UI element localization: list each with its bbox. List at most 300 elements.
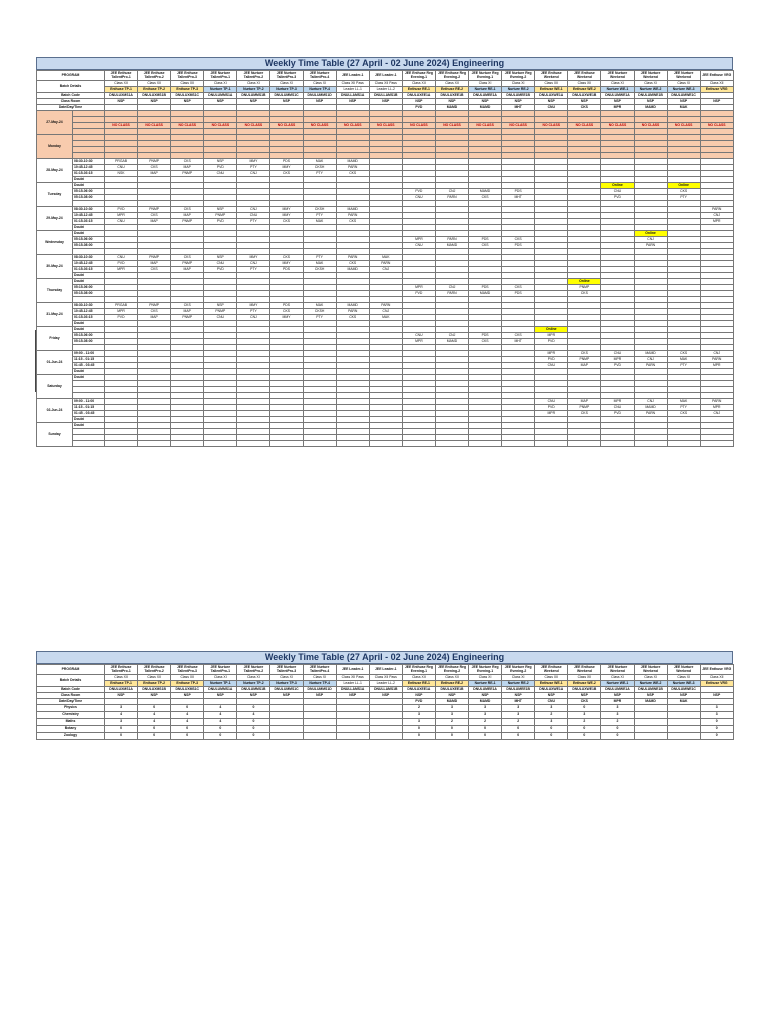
time-slot-cell: 05:15-08:00 (73, 291, 105, 297)
teacher-cell: CKS (336, 171, 369, 177)
class-cell: Class XI (303, 675, 336, 681)
empty-cell (303, 441, 336, 447)
program-cell: JEE Enthuse Reg Evening-1 (402, 665, 435, 675)
teacher-cell: CNU (601, 405, 634, 411)
teacher-cell: CNJ (634, 237, 667, 243)
time-slot-cell: Doubt (73, 177, 105, 183)
teacher-cell: PNMP (568, 285, 601, 291)
program-cell: JEE Nurture Weekend (634, 665, 667, 675)
batch-code-cell: DNULUXWE1B (568, 687, 601, 693)
teacher-cell: PARN (369, 261, 402, 267)
teacher-cell: PARN (634, 363, 667, 369)
class-room-cell: NSP (568, 693, 601, 699)
teacher-cell: MAMD (634, 405, 667, 411)
class-cell: Class XII (402, 675, 435, 681)
teacher-cell: CNU (204, 171, 237, 177)
day-name-cell: Saturday (37, 375, 73, 399)
summary-count-cell (667, 705, 700, 712)
teacher-cell: PVD (402, 291, 435, 297)
date-cell: 27-May-24 (37, 111, 73, 135)
summary-count-cell (336, 719, 369, 726)
batch-code-cell: DNULUXWE1A (535, 687, 568, 693)
teacher-cell: CNU (105, 219, 138, 225)
time-slot-cell: 05:15-08:00 (73, 243, 105, 249)
class-cell: Class XII (535, 81, 568, 87)
time-slot-cell: Doubt (73, 327, 105, 333)
teacher-cell: MHT (502, 195, 535, 201)
no-class-cell: NO CLASS (435, 123, 468, 129)
class-cell: Class XI (270, 81, 303, 87)
summary-count-cell: 2 (601, 719, 634, 726)
class-cell: Class XII (171, 675, 204, 681)
class-cell: Class XI (237, 675, 270, 681)
faculty-cell: MAMD (634, 105, 667, 111)
class-room-cell: NSP (502, 693, 535, 699)
no-class-cell: NO CLASS (204, 123, 237, 129)
teacher-cell: CNU (204, 315, 237, 321)
teacher-cell: CKSH (303, 207, 336, 213)
program-cell: JEE Nurture TallentPro-3 (270, 665, 303, 675)
program-row (37, 71, 734, 81)
batch-code-cell: DNULUMMS1C (270, 93, 303, 99)
summary-count-cell: 3 (402, 719, 435, 726)
teacher-cell: CNU (535, 363, 568, 369)
summary-count-cell: 0 (435, 733, 468, 740)
time-slot-cell: Doubt (73, 279, 105, 285)
teacher-cell: CKS (270, 171, 303, 177)
summary-count-cell: 0 (402, 733, 435, 740)
teacher-cell: MAP (568, 363, 601, 369)
time-slot-cell: 05:15-06:00 (73, 237, 105, 243)
teacher-cell: MMY (270, 207, 303, 213)
teacher-cell: CNJ (369, 267, 402, 273)
time-slot-cell: 01:45 - 03:45 (73, 363, 105, 369)
teacher-cell: PTY (303, 213, 336, 219)
program-cell: JEE Nurture Reg Evening-1 (469, 71, 502, 81)
teacher-cell: MPR (535, 411, 568, 417)
date-day-time-label: Date/Day/Time (37, 105, 105, 111)
class-cell: Class XII (700, 675, 733, 681)
teacher-cell: MAMD (336, 303, 369, 309)
class-room-cell: NSP (667, 693, 700, 699)
time-slot-cell: 01:15-03:15 (73, 219, 105, 225)
batch-cell: Nurture TP-4 (303, 87, 336, 93)
batch-code-cell: DNULUMMS1D (303, 93, 336, 99)
teacher-cell: PARN (435, 195, 468, 201)
summary-sheet (36, 651, 733, 740)
date-cell: 30-May-24 (37, 255, 73, 279)
empty-cell (402, 441, 435, 447)
teacher-cell: MAP (171, 267, 204, 273)
class-room-cell: NSP (171, 99, 204, 105)
teacher-cell: MAP (138, 261, 171, 267)
batch-code-cell: DNULLAMS1A (336, 93, 369, 99)
subject-label: Chemistry (37, 712, 105, 719)
teacher-cell: Online (568, 279, 601, 285)
batch-cell: Nurture RE-2 (502, 681, 535, 687)
teacher-cell: CKS (336, 219, 369, 225)
summary-count-cell: 3 (700, 705, 733, 712)
date-cell: 01-Jun-24 (37, 351, 73, 375)
class-cell: Class XII (568, 675, 601, 681)
teacher-cell: CNJ (634, 357, 667, 363)
faculty-cell: CKS (568, 699, 601, 705)
batch-code-cell: DNULUXEE1B (435, 687, 468, 693)
time-slot-cell: 01:15-03:15 (73, 267, 105, 273)
teacher-cell: PDS (270, 267, 303, 273)
class-room-cell: NSP (369, 99, 402, 105)
class-room-cell: NSP (402, 99, 435, 105)
summary-count-cell: 0 (171, 705, 204, 712)
class-cell: Class XII (105, 675, 138, 681)
teacher-cell: PTY (667, 195, 700, 201)
class-room-cell: NSP (667, 99, 700, 105)
class-room-cell: NSP (237, 693, 270, 699)
teacher-cell: PVD (204, 219, 237, 225)
faculty-cell: MAK (667, 699, 700, 705)
day-name-cell: Wednesday (37, 231, 73, 255)
summary-count-cell: 0 (601, 733, 634, 740)
teacher-cell: CKS (336, 315, 369, 321)
faculty-cell: MHT (502, 699, 535, 705)
class-room-label: Class Room (37, 99, 105, 105)
program-cell: JEE Nurture Reg Evening-2 (502, 665, 535, 675)
summary-count-cell: 0 (700, 719, 733, 726)
teacher-cell: MAP (568, 399, 601, 405)
teacher-cell: PARN (435, 237, 468, 243)
batch-code-cell: DNULUMWE1C (667, 687, 700, 693)
teacher-cell: PNMP (138, 255, 171, 261)
teacher-cell: CKS (469, 243, 502, 249)
time-slot-cell: 11:15 - 01:15 (73, 357, 105, 363)
class-cell: Class XI (634, 675, 667, 681)
program-cell: JEE Nurture Reg Evening-2 (502, 71, 535, 81)
teacher-cell: CKSH (303, 165, 336, 171)
teacher-cell: PDS (270, 159, 303, 165)
program-cell: JEE Nurture TallentPro-2 (237, 71, 270, 81)
batch-cell: Enthuse WE-1 (535, 87, 568, 93)
faculty-cell: MAMD (634, 699, 667, 705)
teacher-cell: CNJ (435, 285, 468, 291)
teacher-cell: PNMP (138, 207, 171, 213)
time-slot-cell: 05:15-06:00 (73, 189, 105, 195)
batch-cell: Leader LL-2 (369, 681, 402, 687)
teacher-cell: CKS (568, 351, 601, 357)
teacher-cell: MAMD (435, 339, 468, 345)
teacher-cell: NSP (204, 255, 237, 261)
subject-label: Physics (37, 705, 105, 712)
program-cell: JEE Nurture Weekend (634, 71, 667, 81)
summary-count-cell: 3 (105, 719, 138, 726)
class-room-cell: NSP (105, 693, 138, 699)
summary-count-cell (303, 712, 336, 719)
summary-count-cell: 2 (535, 712, 568, 719)
time-slot-cell: Doubt (73, 375, 105, 381)
program-label: PROGRAM (37, 71, 105, 81)
time-slot-cell: 05:15-06:00 (73, 333, 105, 339)
batch-code-cell: DNULUMEE1B (502, 93, 535, 99)
program-cell: JEE Enthuse TallentPro-1 (105, 665, 138, 675)
teacher-cell: CNJ (237, 171, 270, 177)
summary-count-cell: 4 (204, 705, 237, 712)
time-slot-cell: 08:30-10:30 (73, 303, 105, 309)
date-day-time-label: Date/Day/Time (37, 699, 105, 705)
empty-cell (568, 441, 601, 447)
class-room-cell: NSP (634, 99, 667, 105)
empty-cell (171, 441, 204, 447)
no-class-cell: NO CLASS (138, 123, 171, 129)
teacher-cell: MAK (667, 357, 700, 363)
summary-count-cell (667, 733, 700, 740)
teacher-cell: MAMD (336, 207, 369, 213)
subject-label: Botany (37, 726, 105, 733)
no-class-cell: NO CLASS (336, 123, 369, 129)
summary-count-cell (270, 705, 303, 712)
teacher-cell: NSK (105, 171, 138, 177)
teacher-cell: MAP (138, 219, 171, 225)
teacher-cell: MPR (601, 399, 634, 405)
summary-count-cell: 2 (435, 719, 468, 726)
batch-code-cell: DNULUXMS1B (138, 687, 171, 693)
class-room-cell: NSP (270, 693, 303, 699)
batch-cell: Leader LL-2 (369, 87, 402, 93)
teacher-cell: CKSH (303, 267, 336, 273)
teacher-cell: PARN (336, 165, 369, 171)
teacher-cell: PVD (601, 411, 634, 417)
teacher-cell: PTY (303, 315, 336, 321)
class-cell: Class XII Pass (369, 81, 402, 87)
teacher-cell: PTY (667, 363, 700, 369)
teacher-cell: CNJ (435, 189, 468, 195)
summary-count-cell (667, 719, 700, 726)
batch-code-cell: DNULUXMS1A (105, 93, 138, 99)
teacher-cell: MPR (402, 339, 435, 345)
class-cell: Class XII (435, 675, 468, 681)
teacher-cell: PTY (303, 255, 336, 261)
summary-row (37, 705, 734, 712)
teacher-cell: PTY (237, 165, 270, 171)
teacher-cell: MAK (369, 255, 402, 261)
teacher-cell: MAP (171, 165, 204, 171)
summary-count-cell (270, 733, 303, 740)
time-slot-cell: 09:00 - 11:00 (73, 399, 105, 405)
summary-count-cell (336, 705, 369, 712)
teacher-cell: PDS (270, 303, 303, 309)
summary-count-cell: 3 (535, 705, 568, 712)
teacher-cell: MPR (402, 285, 435, 291)
teacher-cell: PNMP (568, 405, 601, 411)
summary-count-cell: 0 (138, 726, 171, 733)
teacher-cell: CNU (535, 399, 568, 405)
faculty-cell: MAMD (435, 105, 468, 111)
time-slot-cell: 11:15 - 01:15 (73, 405, 105, 411)
program-cell: JEE Leader-1 (336, 665, 369, 675)
margin-line (35, 330, 36, 392)
teacher-cell: MAK (303, 303, 336, 309)
teacher-cell: PNMP (204, 309, 237, 315)
summary-count-cell: 0 (568, 733, 601, 740)
empty-cell (105, 441, 138, 447)
summary-count-cell: 3 (402, 712, 435, 719)
time-slot-cell: Doubt (73, 321, 105, 327)
empty-cell (270, 441, 303, 447)
faculty-cell: CNU (535, 699, 568, 705)
teacher-cell: MMY (270, 315, 303, 321)
batch-cell: Nurture TP-1 (204, 87, 237, 93)
class-room-cell: NSP (435, 99, 468, 105)
summary-count-cell: 0 (601, 726, 634, 733)
batch-code-cell: DNULUMWE1C (667, 93, 700, 99)
teacher-cell: PNMP (568, 357, 601, 363)
date-cell: 29-May-24 (37, 207, 73, 231)
time-slot-cell: 08:30-10:30 (73, 255, 105, 261)
teacher-cell: CNJ (435, 333, 468, 339)
summary-count-cell: 2 (402, 705, 435, 712)
program-cell: JEE Nurture TallentPro-4 (303, 665, 336, 675)
teacher-cell: MAP (138, 171, 171, 177)
teacher-cell: CNU (402, 195, 435, 201)
program-cell: JEE Enthuse TallentPro-3 (171, 665, 204, 675)
class-room-cell: NSP (204, 99, 237, 105)
summary-count-cell: 0 (204, 733, 237, 740)
teacher-cell: PTY (303, 171, 336, 177)
class-room-cell: NSP (535, 99, 568, 105)
program-cell: JEE Enthuse TallentPro-3 (171, 71, 204, 81)
teacher-cell: MPR (402, 237, 435, 243)
batch-cell: Nurture WE-2 (634, 681, 667, 687)
teacher-cell: MAMD (336, 159, 369, 165)
teacher-cell: CNU (402, 243, 435, 249)
class-cell: Class XI (601, 81, 634, 87)
program-cell: JEE Nurture TallentPro-1 (204, 71, 237, 81)
program-cell: JEE Enthuse Weekend (568, 665, 601, 675)
class-cell: Class XII (171, 81, 204, 87)
day-name-cell: Tuesday (37, 183, 73, 207)
teacher-cell: PARN (435, 291, 468, 297)
teacher-cell: PARN (700, 357, 733, 363)
day-name-cell: Sunday (37, 423, 73, 447)
teacher-cell: CKS (270, 309, 303, 315)
class-cell: Class XI (469, 81, 502, 87)
faculty-cell: MAK (667, 105, 700, 111)
batch-code-cell: DNULUXWE1B (568, 93, 601, 99)
teacher-cell: MPR (601, 357, 634, 363)
class-room-cell: NSP (105, 99, 138, 105)
summary-count-cell (369, 705, 402, 712)
no-class-cell: NO CLASS (568, 123, 601, 129)
teacher-cell: CNJ (237, 315, 270, 321)
program-cell: JEE Leader-1 (336, 71, 369, 81)
batch-cell: Nurture RE-2 (502, 87, 535, 93)
teacher-cell: PTY (237, 309, 270, 315)
teacher-cell: PNMP (171, 261, 204, 267)
batch-code-cell: DNULUMMS1A (204, 93, 237, 99)
day-name-cell: Friday (37, 327, 73, 351)
teacher-cell: PVD (601, 195, 634, 201)
summary-count-cell: 4 (204, 712, 237, 719)
summary-count-cell: 0 (469, 733, 502, 740)
teacher-cell: MMY (270, 213, 303, 219)
teacher-cell: PNMP (171, 171, 204, 177)
summary-count-cell: 0 (502, 726, 535, 733)
teacher-cell: CKS (138, 213, 171, 219)
summary-count-cell: 4 (138, 712, 171, 719)
faculty-cell: MAMD (469, 105, 502, 111)
class-cell: Class XI (667, 81, 700, 87)
teacher-cell: CKS (502, 285, 535, 291)
teacher-cell: PDS (469, 333, 502, 339)
summary-count-cell (667, 712, 700, 719)
program-cell: JEE Enthuse Reg Evening-1 (402, 71, 435, 81)
teacher-cell: CKS (667, 351, 700, 357)
class-cell: Class XI (204, 675, 237, 681)
summary-count-cell: 2 (469, 719, 502, 726)
no-class-cell: NO CLASS (303, 123, 336, 129)
class-room-cell: NSP (138, 693, 171, 699)
teacher-cell: PRGAB (105, 159, 138, 165)
teacher-cell: MPR (535, 333, 568, 339)
teacher-cell: MAMD (634, 351, 667, 357)
summary-count-cell: 4 (105, 712, 138, 719)
summary-count-cell (303, 726, 336, 733)
summary-count-cell: 2 (568, 719, 601, 726)
day-name-cell: Thursday (37, 279, 73, 303)
batch-code-cell: DNULUXMS1C (171, 687, 204, 693)
teacher-cell: PARN (700, 399, 733, 405)
batch-cell: Enthuse RE-1 (402, 681, 435, 687)
teacher-cell: NSP (204, 303, 237, 309)
teacher-cell: CNU (204, 261, 237, 267)
summary-count-cell: 0 (535, 733, 568, 740)
teacher-cell: MAK (303, 159, 336, 165)
empty-cell (502, 441, 535, 447)
teacher-cell: CKS (270, 255, 303, 261)
teacher-cell: MPR (700, 363, 733, 369)
class-room-cell: NSP (336, 693, 369, 699)
faculty-cell: PVD (402, 699, 435, 705)
summary-count-cell: 4 (138, 719, 171, 726)
teacher-cell: MAP (171, 309, 204, 315)
summary-title: Weekly Time Table (27 April - 02 June 2024) Engineering (36, 651, 733, 664)
sheet-title: Weekly Time Table (27 April - 02 June 2024) Engineering (36, 57, 733, 70)
batch-cell: Nurture TP-3 (270, 87, 303, 93)
no-class-cell: NO CLASS (369, 123, 402, 129)
faculty-cell: CNU (535, 105, 568, 111)
no-class-cell: NO CLASS (601, 123, 634, 129)
summary-count-cell (634, 726, 667, 733)
summary-count-cell: 0 (402, 726, 435, 733)
date-cell: 31-May-24 (37, 303, 73, 327)
teacher-cell: PARN (634, 411, 667, 417)
batch-cell: Enthuse WE-2 (568, 681, 601, 687)
class-cell: Class XII (700, 81, 733, 87)
program-cell: JEE Nurture TallentPro-2 (237, 665, 270, 675)
teacher-cell: PDS (469, 285, 502, 291)
summary-count-cell: 0 (204, 726, 237, 733)
summary-count-cell: 0 (535, 726, 568, 733)
teacher-cell: PARN (369, 303, 402, 309)
teacher-cell: PVD (204, 165, 237, 171)
class-cell: Class XI (303, 81, 336, 87)
class-cell: Class XII Pass (369, 675, 402, 681)
program-cell: JEE Nurture Weekend (601, 71, 634, 81)
summary-count-cell (303, 705, 336, 712)
time-slot-cell: Doubt (73, 183, 105, 189)
time-slot-cell: 10:45-12:45 (73, 309, 105, 315)
summary-count-cell: 3 (435, 705, 468, 712)
class-cell: Class XI (469, 675, 502, 681)
program-cell: JEE Nurture Weekend (667, 665, 700, 675)
